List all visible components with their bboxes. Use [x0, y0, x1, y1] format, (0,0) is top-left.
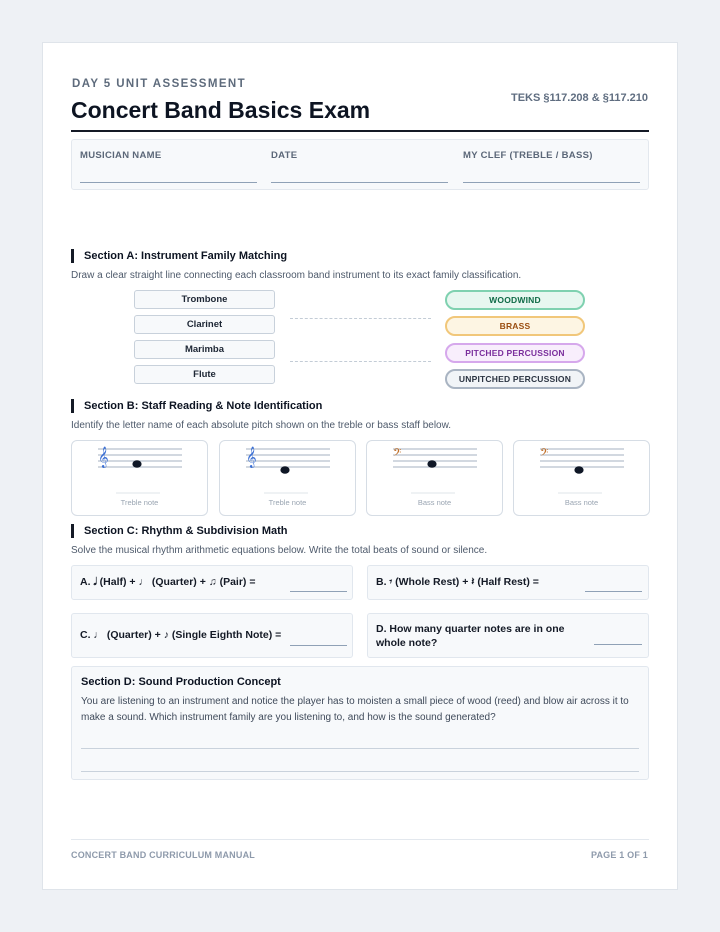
note-head: [132, 460, 141, 468]
answer-a-line[interactable]: [290, 591, 347, 592]
clef-line[interactable]: [463, 182, 640, 183]
bass-clef-icon: 𝄢: [393, 447, 402, 462]
note-head: [574, 466, 583, 474]
answer-d-line[interactable]: [594, 644, 642, 645]
staff-card[interactable]: [366, 440, 503, 516]
question-a-text: A. 𝅗𝅥 (Half) + ♩ (Quarter) + ♫ (Pair) =: [80, 576, 256, 588]
teks-standard: TEKS §117.208 & §117.210: [511, 92, 648, 104]
date-field[interactable]: [271, 150, 448, 161]
section-d-heading: Section D: Sound Production Concept: [81, 676, 281, 688]
staff-card[interactable]: [219, 440, 356, 516]
staff-caption: Treble note: [120, 498, 159, 507]
section-c-instructions: Solve the musical rhythm arithmetic equations below. Write the total beats of sound or silence.: [71, 545, 488, 556]
musician-name-line[interactable]: [80, 182, 257, 183]
title-divider: [71, 130, 649, 132]
matching-guide-line: [290, 318, 431, 319]
answer-c-line[interactable]: [290, 645, 347, 646]
instrument-trombone[interactable]: Trombone: [134, 290, 275, 309]
footer-manual-name: CONCERT BAND CURRICULUM MANUAL: [71, 850, 255, 860]
family-brass[interactable]: BRASS: [445, 316, 585, 336]
staff-card[interactable]: [71, 440, 208, 516]
question-d-text: D. How many quarter notes are in one whole note?: [376, 623, 565, 649]
instrument-flute[interactable]: Flute: [134, 365, 275, 384]
family-woodwind[interactable]: WOODWIND: [445, 290, 585, 310]
staff-card[interactable]: [513, 440, 650, 516]
instrument-marimba[interactable]: Marimba: [134, 340, 275, 359]
section-d-prompt: You are listening to an instrument and notice the player has to moisten a small piece of wood (reed) and blow air across it to make a sound. Which instrument family are you listening to, and how is the sound generated?: [81, 696, 629, 723]
date-line[interactable]: [271, 182, 448, 183]
section-d-card: [71, 666, 649, 780]
rhythm-question-b: [367, 565, 649, 600]
date-label: DATE: [271, 150, 298, 161]
staff-caption: Treble note: [268, 498, 307, 507]
musician-name-field[interactable]: [80, 150, 257, 161]
family-unpitched-percussion[interactable]: UNPITCHED PERCUSSION: [445, 369, 585, 389]
page-title: Concert Band Basics Exam: [71, 97, 371, 123]
rhythm-question-c: [71, 613, 353, 658]
clef-label: MY CLEF (TREBLE / BASS): [463, 150, 593, 161]
answer-line[interactable]: [81, 771, 639, 772]
unit-eyebrow: DAY 5 UNIT ASSESSMENT: [72, 78, 247, 90]
question-c-text: C. ♩ (Quarter) + ♪ (Single Eighth Note) =: [80, 629, 282, 641]
footer-page-number: PAGE 1 OF 1: [590, 850, 648, 860]
staff-caption: Bass note: [417, 498, 452, 507]
section-a-instructions: Draw a clear straight line connecting each classroom band instrument to its exact family classification.: [71, 270, 522, 281]
student-info-bar: [71, 139, 649, 190]
staff-caption: Bass note: [564, 498, 599, 507]
section-c-heading: Section C: Rhythm & Subdivision Math: [71, 524, 288, 538]
rhythm-question-a: [71, 565, 353, 600]
section-b-heading: Section B: Staff Reading & Note Identification: [71, 399, 322, 413]
treble-clef-icon: 𝄞: [98, 447, 109, 468]
family-pitched-percussion[interactable]: PITCHED PERCUSSION: [445, 343, 585, 363]
matching-guide-line: [290, 361, 431, 362]
clef-field[interactable]: [463, 150, 640, 161]
treble-clef-icon: 𝄞: [246, 447, 257, 468]
answer-line[interactable]: [81, 748, 639, 749]
section-a-heading: Section A: Instrument Family Matching: [71, 249, 287, 263]
answer-b-line[interactable]: [585, 591, 642, 592]
note-head: [280, 466, 289, 474]
musician-name-label: MUSICIAN NAME: [80, 150, 162, 161]
rhythm-question-d: [367, 613, 649, 658]
exam-page: [42, 42, 678, 890]
instrument-clarinet[interactable]: Clarinet: [134, 315, 275, 334]
section-b-instructions: Identify the letter name of each absolute pitch shown on the treble or bass staff below.: [71, 420, 452, 431]
note-head: [427, 460, 436, 468]
bass-clef-icon: 𝄢: [540, 447, 549, 462]
footer-divider: [71, 839, 649, 840]
question-b-text: B. 𝄾 (Whole Rest) + 𝄽 (Half Rest) =: [376, 576, 539, 588]
